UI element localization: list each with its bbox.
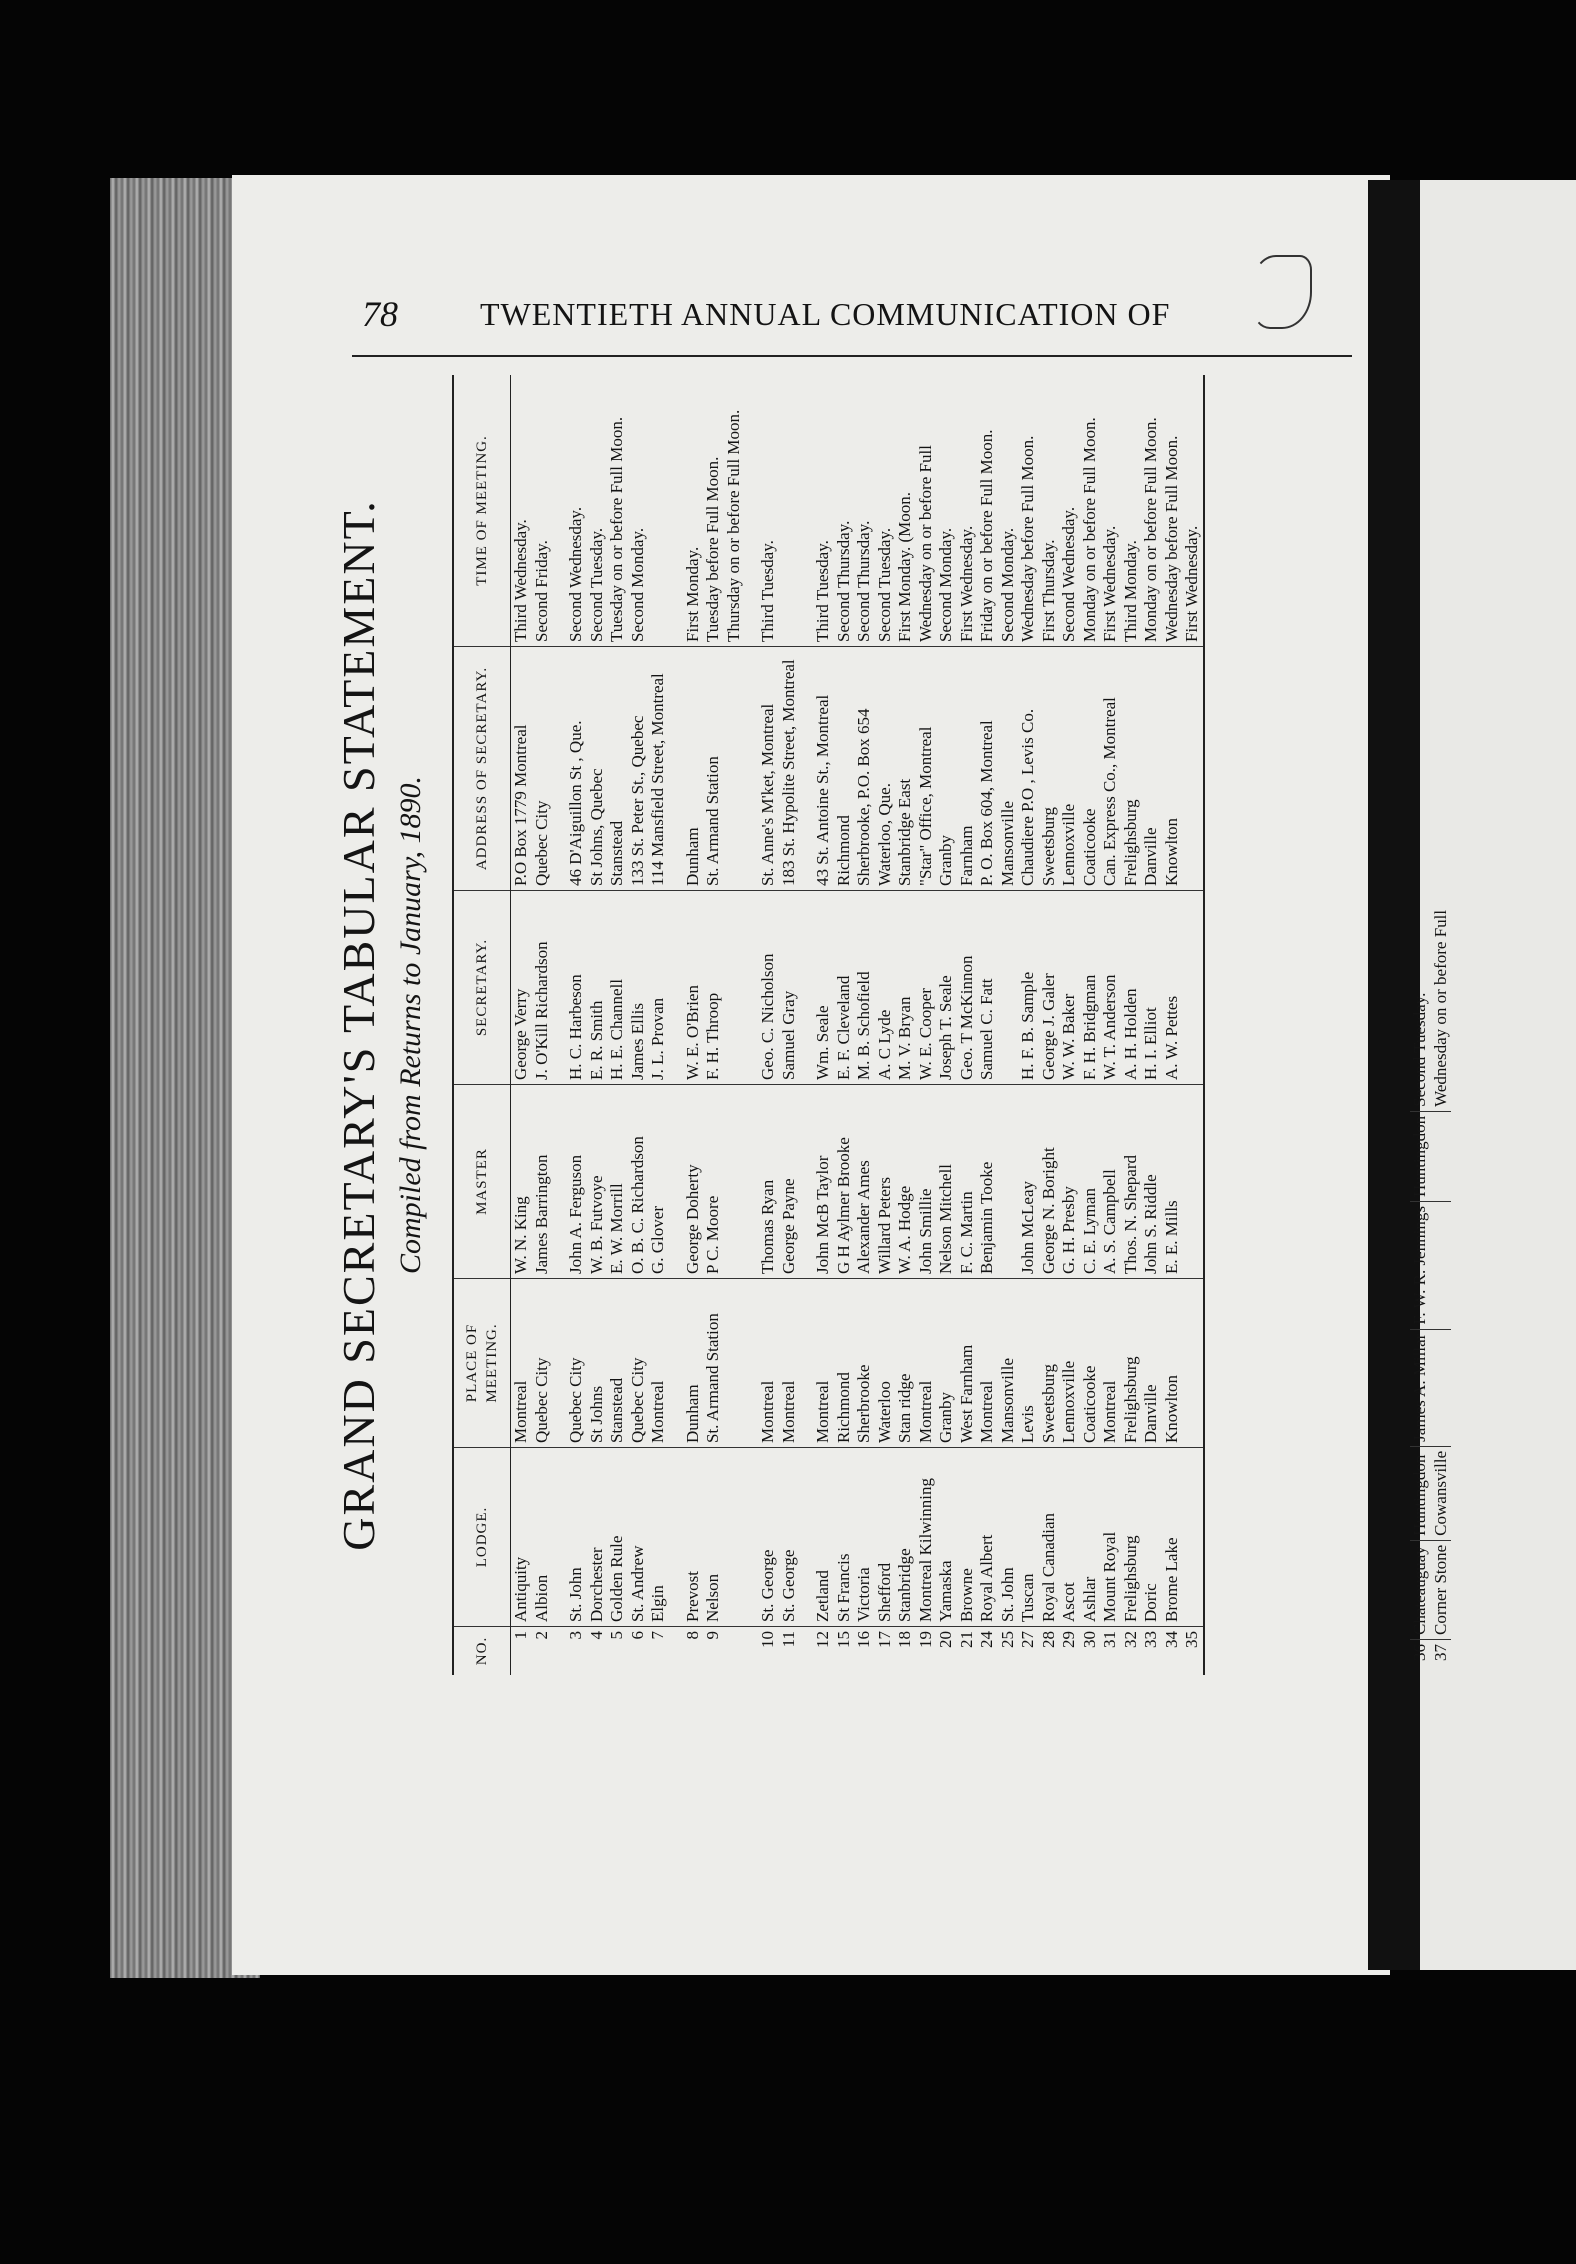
cell-place: Lennoxville	[1059, 1279, 1080, 1448]
cell-no: 8	[682, 1631, 702, 1640]
table-row	[1100, 375, 1121, 1675]
cell-time: First Monday.	[683, 375, 704, 647]
cell-master: John S. Riddle	[1141, 1085, 1162, 1279]
cell-time: Wednesday on or before Full	[916, 375, 937, 647]
cell-time: First Thursday.	[1039, 375, 1060, 647]
cell-secretary: Geo. C. Nicholson	[758, 891, 779, 1085]
cell-lodge: Ascot	[1059, 1448, 1080, 1627]
cell-secretary: J. O'Kill Richardson	[532, 891, 553, 1085]
cell-master: G. H. Presby	[1059, 1085, 1080, 1279]
cell-no: 21	[956, 1631, 976, 1648]
table-row	[977, 375, 998, 1675]
cell-no: 2	[531, 1631, 551, 1640]
cell-address: Sherbrooke, P.O. Box 654	[854, 647, 875, 891]
cell-no: 10	[758, 1631, 777, 1648]
cell-lodge: Montreal Kilwinning	[916, 1448, 937, 1627]
cell-lodge: Browne	[957, 1448, 978, 1627]
cell-time: Second Thursday.	[834, 375, 855, 647]
cell-place: Richmond	[834, 1279, 855, 1448]
cell-address: St Johns, Quebec	[587, 647, 608, 891]
cell-address: 43 St. Antoine St., Montreal	[813, 647, 834, 891]
cell-master: W. A. Hodge	[895, 1085, 916, 1279]
cell-lodge: Ashlar	[1080, 1448, 1101, 1627]
cell-no: 30	[1079, 1631, 1099, 1648]
cell-secretary: F. H. Throop	[703, 891, 724, 1085]
cell-lodge: Shefford	[875, 1448, 896, 1627]
cell-lodge: Golden Rule	[607, 1448, 628, 1627]
cell-lodge: Royal Albert	[977, 1448, 998, 1627]
page-number: 78	[362, 294, 398, 334]
cell-lodge: Chateauguay	[1410, 1540, 1431, 1639]
cell-place: Quebec City	[566, 1279, 587, 1448]
cell-secretary: George J. Galer	[1039, 891, 1060, 1085]
cell-secretary: George Verry	[511, 891, 532, 1085]
pencil-mark	[1252, 255, 1312, 329]
cell-address: 183 St. Hypolite Street, Montreal	[779, 647, 800, 891]
statement-subtitle: Compiled from Returns to January, 1890.	[394, 775, 427, 1275]
cell-time: Second Tuesday.	[1410, 906, 1431, 1111]
cell-address: Frelighsburg	[1121, 647, 1142, 891]
cell-no: 28	[1038, 1631, 1058, 1648]
cell-place: Levis	[1018, 1279, 1039, 1448]
cell-place: Montreal	[916, 1279, 937, 1448]
row-spacer	[799, 375, 813, 1675]
table-row	[854, 375, 875, 1675]
cell-time: First Wednesday.	[957, 375, 978, 647]
cell-master: G. Glover	[648, 1085, 669, 1279]
cell-time: Second Friday.	[532, 375, 553, 647]
cell-address: "Star" Office, Montreal	[916, 647, 937, 891]
cell-lodge: St Francis	[834, 1448, 855, 1627]
running-title: TWENTIETH ANNUAL COMMUNICATION OF	[480, 296, 1171, 332]
cell-address: Stanstead	[607, 647, 628, 891]
table-row	[648, 375, 669, 1675]
cell-secretary: W. E. O'Brien	[683, 891, 704, 1085]
cell-secretary: Wm. Seale	[813, 891, 834, 1085]
col-master: MASTER	[453, 1085, 511, 1279]
cell-address: P.O Box 1779 Montreal	[511, 647, 532, 891]
cell-no: 3	[566, 1631, 585, 1640]
cell-time: Second Monday.	[936, 375, 957, 647]
cell-secretary: James Ellis	[628, 891, 649, 1085]
cell-time: Second Wednesday.	[1059, 375, 1080, 647]
table-row	[834, 375, 855, 1675]
col-secretary: SECRETARY.	[453, 891, 511, 1085]
cell-lodge: Victoria	[854, 1448, 875, 1627]
cell-no: 16	[854, 1631, 873, 1648]
cell-address: Dunham	[683, 647, 704, 891]
cell-time	[648, 375, 669, 647]
cell-place: Montreal	[813, 1279, 834, 1448]
cell-place: Sherbrooke	[854, 1279, 875, 1448]
cell-lodge: Brome Lake	[1162, 1448, 1183, 1627]
table-row	[607, 375, 628, 1675]
cell-address: Richmond	[834, 647, 855, 891]
cell-time: Thursday on or before Full Moon.	[724, 375, 745, 647]
next-page-rotated	[1410, 340, 1570, 1720]
cell-address: Waterloo, Que.	[875, 647, 896, 891]
table-row	[998, 375, 1019, 1675]
cell-time: Wednesday before Full Moon.	[1018, 375, 1039, 647]
cell-time: Monday on or before Full Moon.	[1141, 375, 1162, 647]
cell-place	[724, 1279, 745, 1448]
cell-place: Stanstead	[607, 1279, 628, 1448]
cell-secretary: A. H. Holden	[1121, 891, 1142, 1085]
cell-master: James A. Millar	[1410, 1329, 1431, 1446]
cell-time: Second Monday.	[998, 375, 1019, 647]
cell-secretary: M. B. Schofield	[854, 891, 875, 1085]
table-header-row	[453, 375, 511, 1675]
cell-time: Third Tuesday.	[758, 375, 779, 647]
cell-no: 31	[1100, 1631, 1119, 1648]
table-row	[1182, 375, 1204, 1675]
table-row	[1410, 906, 1431, 1680]
cell-address: Mansonville	[998, 647, 1019, 891]
cell-master: Thos. N. Shepard	[1121, 1085, 1142, 1279]
cell-address: St. Armand Station	[703, 647, 724, 891]
cell-secretary: J. L. Provan	[648, 891, 669, 1085]
next-page-body	[1410, 906, 1451, 1680]
table-row	[532, 375, 553, 1675]
table-row	[1018, 375, 1039, 1675]
table-row	[1141, 375, 1162, 1675]
cell-place: Frelighsburg	[1121, 1279, 1142, 1448]
cell-master	[724, 1085, 745, 1279]
cell-address: Can. Express Co., Montreal	[1100, 647, 1121, 891]
cell-address: Stanbridge East	[895, 647, 916, 891]
cell-place: Quebec City	[628, 1279, 649, 1448]
cell-secretary	[1182, 891, 1204, 1085]
cell-secretary: F. H. Bridgman	[1080, 891, 1101, 1085]
cell-place: Stan ridge	[895, 1279, 916, 1448]
table-row	[683, 375, 704, 1675]
cell-no: 33	[1141, 1631, 1160, 1648]
cell-place	[1182, 1279, 1204, 1448]
cell-no: 1	[511, 1631, 530, 1640]
cell-address: 133 St. Peter St., Quebec	[628, 647, 649, 891]
cell-place: Mansonville	[998, 1279, 1019, 1448]
cell-master: C. E. Lyman	[1080, 1085, 1101, 1279]
col-time: TIME OF MEETING.	[453, 375, 511, 647]
lodge-table	[452, 375, 1205, 1675]
cell-lodge: St. George	[758, 1448, 779, 1627]
cell-time: First Monday. (Moon.	[895, 375, 916, 647]
table-row	[628, 375, 649, 1675]
cell-lodge: Albion	[532, 1448, 553, 1627]
table-row	[1431, 906, 1452, 1680]
cell-place: Dunham	[683, 1279, 704, 1448]
table-row	[813, 375, 834, 1675]
table-row	[1039, 375, 1060, 1675]
table-row	[724, 375, 745, 1675]
cell-no: 36	[1410, 1644, 1429, 1661]
cell-address: Danville	[1141, 647, 1162, 891]
cell-place: Cowansville	[1431, 1446, 1452, 1540]
cell-time: Second Tuesday.	[587, 375, 608, 647]
cell-no: 12	[813, 1631, 832, 1648]
cell-master: George N. Boright	[1039, 1085, 1060, 1279]
cell-lodge: St. John	[566, 1448, 587, 1627]
cell-master: G H Aylmer Brooke	[834, 1085, 855, 1279]
cell-place: Quebec City	[532, 1279, 553, 1448]
cell-no: 5	[607, 1631, 626, 1640]
cell-lodge: Nelson	[703, 1448, 724, 1627]
cell-master: James Barrington	[532, 1085, 553, 1279]
cell-time: Second Wednesday.	[566, 375, 587, 647]
col-place: PLACE OF MEETING.	[453, 1279, 511, 1448]
cell-secretary: H. I. Elliot	[1141, 891, 1162, 1085]
cell-secretary: H. E. Channell	[607, 891, 628, 1085]
cell-place: St Johns	[587, 1279, 608, 1448]
cell-no: 25	[997, 1631, 1017, 1648]
cell-address: Granby	[936, 647, 957, 891]
cell-address	[724, 647, 745, 891]
cell-place: Montreal	[1100, 1279, 1121, 1448]
cell-time: Second Monday.	[628, 375, 649, 647]
cell-master: John McLeay	[1018, 1085, 1039, 1279]
cell-master: George Payne	[779, 1085, 800, 1279]
cell-secretary: F. W. R. Jennings	[1410, 1202, 1431, 1330]
cell-master: E. E. Mills	[1162, 1085, 1183, 1279]
cell-no: 17	[874, 1631, 894, 1648]
cell-time: Third Tuesday.	[813, 375, 834, 647]
cell-lodge: Prevost	[683, 1448, 704, 1627]
table-row	[758, 375, 779, 1675]
cell-address: Quebec City	[532, 647, 553, 891]
cell-place: Montreal	[758, 1279, 779, 1448]
cell-secretary: Samuel Gray	[779, 891, 800, 1085]
cell-lodge	[1182, 1448, 1204, 1627]
table-row	[1080, 375, 1101, 1675]
cell-place: West Farnham	[957, 1279, 978, 1448]
statement-title: GRAND SECRETARY'S TABULAR STATEMENT.	[333, 499, 384, 1551]
table-row	[587, 375, 608, 1675]
cell-secretary: A. W. Pettes	[1162, 891, 1183, 1085]
cell-no: 37	[1430, 1644, 1450, 1661]
table-row	[1121, 375, 1142, 1675]
cell-address: 46 D'Aiguillon St , Que.	[566, 647, 587, 891]
table-row	[895, 375, 916, 1675]
cell-place: Huntingdon	[1410, 1446, 1431, 1540]
cell-time: Wednesday before Full Moon.	[1162, 375, 1183, 647]
cell-address: Huntingdon	[1410, 1111, 1431, 1201]
cell-no: 24	[977, 1631, 996, 1648]
cell-no: 9	[703, 1631, 722, 1640]
table-row	[779, 375, 800, 1675]
cell-address: Knowlton	[1162, 647, 1183, 891]
cell-secretary: E. R. Smith	[587, 891, 608, 1085]
cell-master: Willard Peters	[875, 1085, 896, 1279]
table-body	[511, 375, 1204, 1675]
cell-secretary	[998, 891, 1019, 1085]
cell-time: Wednesday on or before Full	[1431, 906, 1452, 1111]
cell-no: 19	[915, 1631, 935, 1648]
table-row	[1059, 375, 1080, 1675]
cell-master: W. N. King	[511, 1085, 532, 1279]
cell-time: Third Monday.	[1121, 375, 1142, 647]
cell-place: Granby	[936, 1279, 957, 1448]
cell-place: Montreal	[779, 1279, 800, 1448]
cell-lodge	[724, 1448, 745, 1627]
cell-secretary: E. F. Cleveland	[834, 891, 855, 1085]
col-no: NO.	[453, 1627, 511, 1676]
table-row	[1162, 375, 1183, 1675]
cell-secretary: Joseph T. Seale	[936, 891, 957, 1085]
cell-place: Sweetsburg	[1039, 1279, 1060, 1448]
cell-no: 32	[1120, 1631, 1140, 1648]
cell-address: P. O. Box 604, Montreal	[977, 647, 998, 891]
cell-address: St. Anne's M'ket, Montreal	[758, 647, 779, 891]
cell-lodge: St. John	[998, 1448, 1019, 1627]
rotated-statement	[322, 335, 1322, 1715]
cell-master: E. W. Morrill	[607, 1085, 628, 1279]
cell-lodge: Mount Royal	[1100, 1448, 1121, 1627]
cell-lodge: St. George	[779, 1448, 800, 1627]
cell-lodge: Corner Stone	[1431, 1540, 1452, 1639]
cell-lodge: St. Andrew	[628, 1448, 649, 1627]
cell-place: Montreal	[511, 1279, 532, 1448]
cell-address: Sweetsburg	[1039, 647, 1060, 891]
cell-master: Nelson Mitchell	[936, 1085, 957, 1279]
cell-address	[1182, 647, 1204, 891]
cell-place: Danville	[1141, 1279, 1162, 1448]
row-spacer	[552, 375, 566, 1675]
cell-no: 7	[648, 1631, 667, 1640]
cell-lodge: Tuscan	[1018, 1448, 1039, 1627]
cell-no: 15	[833, 1631, 853, 1648]
cell-secretary	[1431, 1202, 1452, 1330]
cell-time: Third Wednesday.	[511, 375, 532, 647]
cell-no: 20	[936, 1631, 955, 1648]
cell-no: 6	[627, 1631, 647, 1640]
table-row	[957, 375, 978, 1675]
cell-lodge: Zetland	[813, 1448, 834, 1627]
cell-address: 114 Mansfield Street, Montreal	[648, 647, 669, 891]
cell-secretary: W. W. Baker	[1059, 891, 1080, 1085]
cell-secretary: H. C. Harbeson	[566, 891, 587, 1085]
cell-secretary: H. F. B. Sample	[1018, 891, 1039, 1085]
cell-master	[1431, 1329, 1452, 1446]
cell-secretary: W. E. Cooper	[916, 891, 937, 1085]
cell-lodge: Stanbridge	[895, 1448, 916, 1627]
cell-place: Knowlton	[1162, 1279, 1183, 1448]
cell-secretary: W. T. Anderson	[1100, 891, 1121, 1085]
cell-address: Lennoxville	[1059, 647, 1080, 891]
cell-time: First Wednesday.	[1182, 375, 1204, 647]
cell-lodge: Dorchester	[587, 1448, 608, 1627]
cell-place: Waterloo	[875, 1279, 896, 1448]
row-spacer	[744, 375, 758, 1675]
next-page-fragment	[1410, 180, 1576, 1970]
cell-lodge: Doric	[1141, 1448, 1162, 1627]
cell-place: St. Armand Station	[703, 1279, 724, 1448]
cell-master: P C. Moore	[703, 1085, 724, 1279]
col-address: ADDRESS OF SECRETARY.	[453, 647, 511, 891]
cell-lodge: Elgin	[648, 1448, 669, 1627]
cell-master: John McB Taylor	[813, 1085, 834, 1279]
cell-master: A. S. Campbell	[1100, 1085, 1121, 1279]
cell-no: 4	[586, 1631, 606, 1640]
cell-time: Tuesday before Full Moon.	[703, 375, 724, 647]
cell-master: F. C. Martin	[957, 1085, 978, 1279]
cell-master: Benjamin Tooke	[977, 1085, 998, 1279]
cell-master	[1182, 1085, 1204, 1279]
cell-secretary: Samuel C. Fatt	[977, 891, 998, 1085]
cell-lodge: Antiquity	[511, 1448, 532, 1627]
book-page	[232, 175, 1390, 1975]
table-row	[703, 375, 724, 1675]
table-row	[936, 375, 957, 1675]
cell-master: Alexander Ames	[854, 1085, 875, 1279]
cell-master: John Smillie	[916, 1085, 937, 1279]
table-row	[566, 375, 587, 1675]
cell-address	[1431, 1111, 1452, 1201]
cell-no: 18	[895, 1631, 914, 1648]
table-row	[875, 375, 896, 1675]
cell-address: Farnham	[957, 647, 978, 891]
cell-no	[724, 1627, 745, 1676]
cell-lodge: Frelighsburg	[1121, 1448, 1142, 1627]
cell-no: 34	[1161, 1631, 1181, 1648]
cell-time: First Wednesday.	[1100, 375, 1121, 647]
cell-lodge: Royal Canadian	[1039, 1448, 1060, 1627]
table-row	[916, 375, 937, 1675]
cell-no: 29	[1059, 1631, 1078, 1648]
cell-master: Thomas Ryan	[758, 1085, 779, 1279]
cell-master: John A. Ferguson	[566, 1085, 587, 1279]
cell-place: Montreal	[648, 1279, 669, 1448]
cell-time: Tuesday on or before Full Moon.	[607, 375, 628, 647]
cell-lodge: Yamaska	[936, 1448, 957, 1627]
cell-place: Coaticooke	[1080, 1279, 1101, 1448]
cell-time	[779, 375, 800, 647]
next-page-table	[1410, 906, 1451, 1680]
cell-master	[998, 1085, 1019, 1279]
cell-master: George Doherty	[683, 1085, 704, 1279]
cell-secretary: Geo. T McKinnon	[957, 891, 978, 1085]
cell-secretary: M. V. Bryan	[895, 891, 916, 1085]
cell-place: Montreal	[977, 1279, 998, 1448]
cell-address: Coaticooke	[1080, 647, 1101, 891]
cell-time: Monday on or before Full Moon.	[1080, 375, 1101, 647]
cell-time: Second Thursday.	[854, 375, 875, 647]
table-row	[511, 375, 532, 1675]
cell-no: 11	[778, 1631, 798, 1648]
cell-secretary	[724, 891, 745, 1085]
cell-time: Friday on or before Full Moon.	[977, 375, 998, 647]
cell-secretary: A. C Lyde	[875, 891, 896, 1085]
cell-master: O. B. C. Richardson	[628, 1085, 649, 1279]
cell-no: 27	[1018, 1631, 1037, 1648]
col-lodge: LODGE.	[453, 1448, 511, 1627]
cell-master: W. B. Futvoye	[587, 1085, 608, 1279]
cell-time: Second Tuesday.	[875, 375, 896, 647]
row-spacer	[669, 375, 683, 1675]
cell-no: 35	[1182, 1627, 1204, 1676]
cell-address: Chaudiere P.O , Levis Co.	[1018, 647, 1039, 891]
